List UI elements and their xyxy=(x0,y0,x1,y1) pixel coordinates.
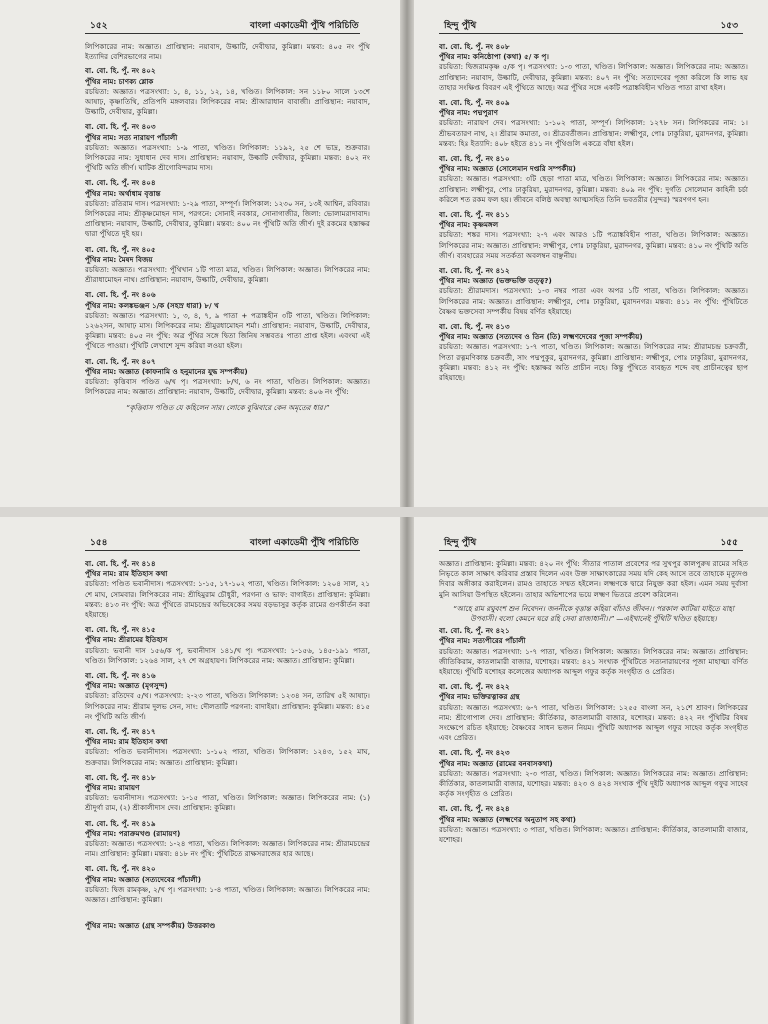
catalog-entry xyxy=(85,245,370,286)
entry-text: রচয়িতা: অজ্ঞাত। পত্রসংখ্যা: ৩টি ছেড়া পাতা মাত্র, খণ্ডিত। লিপিকাল: অজ্ঞাত। লিপিকরের নাম: অজ্ঞাত। প্রাপ্তিস্থান: লক্ষ্মীপুর, পোঃ ঢাকুরিয়া, মুরাদনগর, কুমিল্লা। মন্তব্য: ৪০৯ নং পুঁথি: দুর্গতি সোলেমান কাহিনী চর্চা করিলে শত রকম ফল হয়। জীবনে বলিষ্ঠ অবস্থা আত্মসহিত তিনি ভবতরীর (সুন্দর) স্মরণগণ হন। xyxy=(439,174,748,204)
entry-number: বা. বো. হি. পুঁ. নং ৪০৫ xyxy=(85,244,156,254)
entry-text: রচয়িতা: অজ্ঞাত। পত্রসংখ্যা: ১-৯ পাতা, খণ্ডিত। লিপিকাল: ১১৯২, ২৫ শে ভাদ্র, শুক্রবার। লিপিকরের নাম: সুধাধান দেব দাস। প্রাপ্তিস্থান: নয়াবাদ, উল্কাটি দেবীদ্বার, কুমিল্লা। মন্তব্য: ৪০২ নং পুঁথিটি অতি জীর্ণ। ঘাটিক শ্রীগোবিন্দরাম দাস। xyxy=(85,142,370,173)
entry-text: রচয়িতা: অজ্ঞাত। পত্রসংখ্যা: ৬-৭ পাতা, খণ্ডিত। লিপিকাল: ১২৫৫ বাংলা সন, ২১শে শ্রাবণ। লিপিকরের নাম: শ্রীগোপাল দেব। প্রাপ্তিস্থান: কীর্তিকার, কাতলামারী বাজার, যশোহর। মন্তব্য: ৪২২ নং পুঁথিটির বিষয় সংক্ষেপে রচিত হইয়াছে: বৈষ্ণবের সাধন ভজন নিয়ম। পুঁথিটি অধ্যাপক আব্দুল গফুর সাহেব কর্তৃক সংগৃহীত এবং প্রেরিত। xyxy=(439,702,748,743)
entry-list xyxy=(85,66,370,397)
entry-title: পুঁথির নাম: পদ্মপুরাণ xyxy=(439,108,498,118)
entry-number: বা. বো. হি. পুঁ. নং ৪০৬ xyxy=(85,290,156,300)
continued-text: লিপিকারের নাম: অজ্ঞাত। প্রাপ্তিস্থান: নয়াবাদ, উল্কাটি, দেবীদ্বার, কুমিল্লা। মন্তব্য: ৪০৫ নং পুঁথি ইত্যাদির বেশিরভাগের নাম। xyxy=(85,42,370,62)
catalog-entry xyxy=(439,804,748,845)
entry-title: পুঁথির নাম: শ্রীরামের ইতিহাস xyxy=(85,635,168,645)
running-title: বাংলা একাডেমী পুঁথি পরিচিতি xyxy=(250,538,359,548)
entry-title: পুঁথির নাম: ভক্তিরত্নাকর গ্রন্থ xyxy=(439,692,520,702)
entry-number: বা. বো. হি. পুঁ. নং ৪২৩ xyxy=(439,748,510,758)
entry-title: পুঁথির নাম: অজ্ঞাত (কাফনামি ও হনুমানের যুদ্ধ সম্পর্কীয়) xyxy=(85,366,248,376)
entry-title: পুঁথির নাম: রাম ইতিহাস কথা xyxy=(85,569,168,579)
entry-title: পুঁথির নাম: অর্থাধাম বৃত্তান্ত xyxy=(85,188,161,198)
entry-title: পুঁথির নাম: চাণক্য শ্লোক xyxy=(85,76,154,86)
page-body xyxy=(439,559,748,1016)
catalog-entry xyxy=(85,864,370,905)
catalog-entry xyxy=(439,322,748,383)
page-body xyxy=(85,559,370,1016)
entry-title: পুঁথির নাম: সত্য নারায়ণ পাঁচালী xyxy=(85,132,178,142)
catalog-entry xyxy=(439,210,748,261)
catalog-entry xyxy=(85,559,370,620)
catalog-entry xyxy=(85,178,370,239)
entry-text: রচয়িতা: কৃত্তিবাস পণ্ডিত ৬/খ পৃ। পত্রসংখ্যা: ৮/খ, ৬ নং পাতা, খণ্ডিত। লিপিকাল: অজ্ঞাত। লিপিকরের নাম: অজ্ঞাত। প্রাপ্তিস্থান: নয়াবাদ, উল্কাটি, দেবীদ্বার, কুমিল্লা। মন্তব্য: ৪০৬ নং পুঁথি: xyxy=(85,377,370,397)
entry-title: পুঁথির নাম: অজ্ঞাত (গ্রন্থ সম্পর্কীয়) উত্তরকাণ্ড xyxy=(85,920,216,930)
catalog-entry xyxy=(85,66,370,117)
entry-title: পুঁথির নাম: অজ্ঞাত (সত্যদেব ও তিন (তি) লক্ষ্মণদেবের পূজা সম্পর্কীয়) xyxy=(439,332,643,342)
page-153 xyxy=(414,0,768,507)
entry-number: বা. বো. হি. পুঁ. নং ৪০৯ xyxy=(439,98,510,108)
entry-text: রচয়িতা: ভবানী দাস ১৫৬/ক পৃ, ভবানীদাস ১৪১/খ পৃ। পত্রসংখ্যা: ১-১৫৬, ১৪৫-১৯১ পাতা, খণ্ডিত। লিপিকাল: ১২৬৪ সাল, ২৭ শে অগ্রহায়ণ। লিপিকরের নাম: অজ্ঞাত। প্রাপ্তিস্থান: কুমিল্লা। xyxy=(85,645,370,665)
catalog-entry xyxy=(85,773,370,814)
quoted-verse: “কৃত্তিবাস পণ্ডিত যে কহিলেন সার। লোকে বুঝিবারে কেন অমৃতের ধার।” xyxy=(125,402,330,412)
page-header xyxy=(0,535,400,549)
quoted-verse: “আহে রাম রঘুবংশ শুন নিবেদন। জননীকে বৃত্তান্ত কহিয়া বাঁচাও জীবন।। পরকাল কাটিয়া যাইতে যাহা উপবাসী। বলো কেমনে ঘরে রহি সেবা রাজাধানী।।” —এইখানেই পুঁথিটি খণ্ডিত হইয়াছে। xyxy=(452,603,735,624)
catalog-entry xyxy=(439,42,748,93)
entry-text: রচয়িতা: অজ্ঞাত। পত্রসংখ্যা: ১-৭ পাতা, খণ্ডিত। লিপিকাল: অজ্ঞাত। লিপিকরের নাম: শ্রীরামচন্দ্র চক্রবর্তী, পিতা রত্নমণিকান্ত চক্রবর্তী, সাং পদ্মপুকুর, মুরাদনগর, কুমিল্লা। প্রাপ্তিস্থান: লক্ষ্মীপুর, পোঃ ঢাকুরিয়া, মুরাদনগর, কুমিল্লা। মন্তব্য: ৪১২ নং পুঁথি: হস্তাক্ষর অতি প্রাচীন নহে। কিন্তু পুঁথিতে ব্যবহৃত শব্দে বহু প্রাচীনত্বের ছাপ রহিয়াছে। xyxy=(439,342,748,383)
entry-number: বা. বো. হি. পুঁ. নং ৪১১ xyxy=(439,210,510,220)
entry-number: বা. বো. হি. পুঁ. নং ৪১৫ xyxy=(85,625,156,635)
catalog-entry xyxy=(439,748,748,799)
entry-text: রচয়িতা: রতিরাম দাস। পত্রসংখ্যা: ১-২৯ পাতা, সম্পূর্ণ। লিপিকাল: ১২৩০ সন, ১৩ই আশ্বিন, রবিবার। লিপিকরের নাম: শ্রীকৃষ্ণমোহন দাস, পরগনে: সোনাই নবকার, সোনাগাজীর, জিলা: ভোলামরাদাবাদ। প্রাপ্তিস্থান: নয়াবাদ, উল্কাটি, দেবীদ্বার, কুমিল্লা। মন্তব্য: ৪০০ নং পুঁথিটি অতি জীর্ণ। দুই রকমের হস্তাক্ষর দ্বারা পুঁথিতে দুই হয়। xyxy=(85,198,370,239)
page-152 xyxy=(0,0,400,507)
entry-number: বা. বো. হি. পুঁ. নং ৪১০ xyxy=(439,154,510,164)
catalog-entry xyxy=(439,98,748,149)
entry-text: রচয়িতা: দ্বিজ রামকৃষ্ণ, ২/খ পৃ। পত্রসংখ্যা: ১-৪ পাতা, খণ্ডিত। লিপিকাল: অজ্ঞাত। লিপিকরের নাম: অজ্ঞাত। প্রাপ্তিস্থান: কুমিল্লা। xyxy=(85,884,370,905)
entry-title: পুঁথির নাম: অজ্ঞাত (ভক্তভক্তি তত্ত্ব?) xyxy=(439,276,552,286)
entry-title: পুঁথির নাম: মৈষদ বিজয় xyxy=(85,254,153,264)
entry-text: রচয়িতা: শঙ্কর দাস। পত্রসংখ্যা: ২-৭ এবং আরও ১টি পত্রাঙ্কবিহীন পাতা, খণ্ডিত। লিপিকাল: অজ্ঞাত। লিপিকরের নাম: অজ্ঞাত। প্রাপ্তিস্থান: লক্ষ্মীপুর, পোঃ ঢাকুরিয়া, মুরাদনগর, কুমিল্লা। মন্তব্য: ৪১০ নং পুঁথিটি অতি জীর্ণ। ব্যবহারের সময় সতর্কতা অবলম্বন বাঞ্ছনীয়। xyxy=(439,230,748,260)
catalog-entry xyxy=(85,625,370,666)
entry-title: পুঁথির নাম: অজ্ঞাত (মৃগসুন্দ) xyxy=(85,681,168,691)
entry-number: বা. বো. হি. পুঁ. নং ৪০৮ xyxy=(439,42,510,51)
entry-text: রচয়িতা: পণ্ডিত ভবানীদাস। পত্রসংখ্যা: ১-১৫, ১৭-১০২ পাতা, খণ্ডিত। লিপিকাল: ১২০৪ সাল, ২১ শে মাঘ, সোমবার। লিপিকরের নাম: শ্রীহিমুরাম চৌধুরী, পরগনা ও ভাফ: বাগাইত। প্রাপ্তিস্থান: কুমিল্লা। মন্তব্য: ৪১৩ নং পুঁথি: অত্র পুঁথিতে রামচন্দ্রের অভিষেকের সময় বড়ভাসুর কর্তৃক রামের গুণকীর্তন করা হইয়াছে। xyxy=(85,579,370,620)
entry-number: বা. বো. হি. পুঁ. নং ৪০৩ xyxy=(85,122,156,132)
catalog-entry xyxy=(85,819,370,860)
entry-title: পুঁথির নাম: সত্যপীরের পাঁচালী xyxy=(439,636,526,646)
entry-text: রচয়িতা: দ্বিজরামকৃষ্ণ ৫/ক পৃ। পত্রসংখ্যা: ১-৩ পাতা, খণ্ডিত। লিপিকাল: অজ্ঞাত। লিপিকরের নাম: অজ্ঞাত। প্রাপ্তিস্থান: নয়াবাদ, উল্কাটি, দেবীদ্বার, কুমিল্লা। মন্তব্য: ৪০৭ নং পুঁথি: সত্যদেবের পূজা করিলে কি লাভ হয় তাহার সংক্ষিপ্ত বিবরণ এই পুঁথিতে আছে। অত্র পুঁথির সঙ্গে একটি পত্রাঙ্কবিহীন খণ্ডিত পাতা রাখা হইল। xyxy=(439,62,748,92)
entry-title: পুঁথির নাম: অজ্ঞাত (লক্ষ্মণের অনুতাপ সহ কথা) xyxy=(439,814,576,824)
page-number: ১৫২ xyxy=(90,21,108,31)
catalog-entry xyxy=(439,682,748,743)
entry-number: বা. বো. হি. পুঁ. নং ৪২৪ xyxy=(439,804,510,814)
entry-title: পুঁথির নাম: রাম ইতিহাস কথা xyxy=(85,737,168,747)
page-header xyxy=(414,18,768,32)
page-header xyxy=(414,535,768,549)
entry-title: পুঁথির নাম: কৃষ্ণমঙ্গল xyxy=(439,220,499,230)
page-header xyxy=(0,18,400,32)
header-rule xyxy=(85,33,360,34)
entry-title: পুঁথির নাম: কলঙ্কভঞ্জন ১/ক (সহস্র ধারা) ৮/ খ xyxy=(85,300,219,310)
entry-number: বা. বো. হি. পুঁ. নং ৪১৩ xyxy=(439,322,510,332)
entry-text: রচয়িতা: অজ্ঞাত। পত্রসংখ্যা: ১-৭ পাতা, খণ্ডিত। লিপিকাল: অজ্ঞাত। লিপিকরের নাম: অজ্ঞাত। প্রাপ্তিস্থান: জীতিকিরাম, কাতলামারী বাজার, যশোহর। মন্তব্য: ৪২১ সংখ্যক পুঁথিটিতে সত্যনারায়ণের পূজা মাহাত্ম্য বর্ণিত হইয়াছে। পুঁথিটি যশোহর কলেজের অধ্যাপক আব্দুল গফুর কর্তৃক সংগৃহীত ও প্রেরিত। xyxy=(439,646,748,677)
entry-text: রচয়িতা: অজ্ঞাত। পত্রসংখ্যা: পুঁথিখান ১টি পাতা মাত্র, খণ্ডিত। লিপিকাল: অজ্ঞাত। লিপিকরের নাম: শ্রীরাধামোহন নাথ। প্রাপ্তিস্থান: নয়াবাদ, উল্কাটি, দেবীদ্বার, কুমিল্লা। xyxy=(85,265,370,285)
entry-list xyxy=(439,42,748,383)
page-155 xyxy=(414,517,768,1024)
entry-number: বা. বো. হি. পুঁ. নং ৪১৮ xyxy=(85,772,156,782)
catalog-entry xyxy=(439,266,748,317)
entry-title: পুঁথির নাম: রামায়ণ xyxy=(85,783,140,793)
page-number: ১৫৩ xyxy=(720,21,738,31)
catalog-entry xyxy=(85,910,370,930)
entry-number: বা. বো. হি. পুঁ. নং ৪১৪ xyxy=(85,559,156,568)
catalog-entry xyxy=(439,626,748,677)
catalog-entry xyxy=(85,357,370,398)
page-154 xyxy=(0,517,400,1024)
entry-text: রচয়িতা: পণ্ডিত ভবানীদাস। পত্রসংখ্যা: ১-১০২ পাতা, খণ্ডিত। লিপিকাল: ১২৪৩, ১৫২ মাঘ, শুক্রবার। লিপিকরের নাম: অজ্ঞাত। প্রাপ্তিস্থান: কুমিল্লা। xyxy=(85,747,370,767)
entry-text: রচয়িতা: অজ্ঞাত। পত্রসংখ্যা: ১, ৪, ১১, ১২, ১৪, খণ্ডিত। লিপিকাল: সন ১১৮০ সালে ১৩শে আষাঢ়, কৃষ্ণাতিথি, প্রতিপদি মঙ্গলবার। লিপিকরের নাম: শ্রীআরাধান বাবাজী। প্রাপ্তিস্থান: নয়াবাদ, উল্কাটি, দেবীদ্বার, কুমিল্লা। xyxy=(85,86,370,117)
entry-list xyxy=(85,559,370,931)
book-gutter xyxy=(400,0,414,507)
catalog-entry xyxy=(85,290,370,351)
catalog-entry xyxy=(439,154,748,205)
page-body xyxy=(439,42,748,499)
entry-number: বা. বো. হি. পুঁ. নং ৪০৪ xyxy=(85,178,156,188)
header-rule xyxy=(439,550,743,551)
book-gutter xyxy=(400,517,414,1024)
entry-number: বা. বো. হি. পুঁ. নং ৪২২ xyxy=(439,682,510,692)
entry-number: বা. বো. হি. পুঁ. নং ৪১৬ xyxy=(85,671,156,681)
entry-title: পুঁথির নাম: অজ্ঞাত (রামের বনবাসকথা) xyxy=(439,758,553,768)
entry-text: রচয়িতা: অজ্ঞাত। পত্রসংখ্যা: ১, ৩, ৪, ৭, ৯ পাতা + পত্রাঙ্কহীন ৩টি পাতা, খণ্ডিত। লিপিকাল: ১২৬২সন, আষাঢ় মাস। লিপিকরের নাম: শ্রীমুরধামোহন শর্মা। প্রাপ্তিস্থান: নয়াবাদ, উল্কাটি, দেবীদ্বার, কুমিল্লা। মন্তব্য: ৪০৫ নং পুঁথি: অত্র পুঁথির সঙ্গে দ্বিতা জিনিষ সম্ভবতঃ পাতা প্রাপ্ত হইল। এবংঘা এই পুঁথিতে পাওয়া। পুঁথিটি লেখাশে সুন্দ করিয়া লওয়া হইল। xyxy=(85,310,370,351)
page-body xyxy=(85,42,370,499)
entry-text: রচয়িতা: ভবানীদাস। পত্রসংখ্যা: ১-১৫ পাতা, খণ্ডিত। লিপিকাল: অজ্ঞাত। লিপিকরের নাম: (১) শ্রীদুর্গা রাম, (২) শ্রীকালীদাস দেব। প্রাপ্তিস্থান: কুমিল্লা। xyxy=(85,793,370,813)
entry-number: বা. বো. হি. পুঁ. নং ৪১৭ xyxy=(85,727,156,737)
catalog-entry xyxy=(85,727,370,768)
entry-number: বা. বো. হি. পুঁ. নং ৪১৯ xyxy=(85,818,156,828)
header-rule xyxy=(85,550,360,551)
entry-text: রচয়িতা: রতিদেব ৫/খ। পত্রসংখ্যা: ২-২৩ পাতা, খণ্ডিত। লিপিকাল: ১২৩৪ সন, তারিখ ৫ই আষাঢ়। লিপিকরের নাম: শ্রীরাম দুলভ সেন, সাং: দৌলতাটি পরগনা: বাদাইয়া। প্রাপ্তিস্থান: কুমিল্লা। মন্তব্য: ৪১৫ নং পুঁথিটি অতি জীর্ণ। xyxy=(85,691,370,721)
entry-number: বা. বো. হি. পুঁ. নং ৪০২ xyxy=(85,66,156,76)
entry-number: বা. বো. হি. পুঁ. নং ৪২১ xyxy=(439,626,510,636)
entry-list xyxy=(439,626,748,845)
entry-number: বা. বো. হি. পুঁ. নং ৪১২ xyxy=(439,266,510,276)
entry-title: পুঁথির নাম: অজ্ঞাত (সোলেমান দপ্তরি সম্পর্কীয়) xyxy=(439,164,576,174)
running-title: হিন্দু পুঁথি xyxy=(444,21,477,31)
entry-number: বা. বো. হি. পুঁ. নং ৪২০ xyxy=(85,864,156,874)
header-rule xyxy=(439,33,743,34)
page-number: ১৫৪ xyxy=(90,538,108,548)
running-title: বাংলা একাডেমী পুঁথি পরিচিতি xyxy=(250,21,359,31)
entry-title: পুঁথির নাম: কনিষ্ঠোপা (কথা) ৫/ ক পৃ। xyxy=(439,52,549,62)
entry-text: রচয়িতা: নারায়ণ দেব। পত্রসংখ্যা: ১-১০২ পাতা, সম্পূর্ণ। লিপিকাল: ১২৭৮ সন। লিপিকরের নাম: ১। শ্রীভবতারণ নাথ, ২। শ্রীরাম কমাতা, ৩। শ্রীত্রবর্তীজন। প্রাপ্তিস্থান: লক্ষ্মীপুর, পোঃ ঢাকুরিয়া, মুরাদনগর, কুমিল্লা। মন্তব্য: হিঃ ইত্যাদি: ৪০৮ হইতে ৪১১ নং পুঁথিগুলি একত্রে বাঁধা হইল। xyxy=(439,118,748,148)
entry-title: পুঁথির নাম: অজ্ঞাত (সত্যদেবের পাঁচালী) xyxy=(85,874,202,884)
entry-text: রচয়িতা: শ্রীরামদাস। পত্রসংখ্যা: ১-৩ নম্বর পাতা এবং অপর ১টি পাতা, খণ্ডিত। লিপিকাল: অজ্ঞাত। লিপিকরের নাম: অজ্ঞাত। প্রাপ্তিস্থান: লক্ষ্মীপুর, পোঃ ঢাকুরিয়া, মুরাদনগর। মন্তব্য: ৪১১ নং পুঁথি: পুঁথিটিতে বৈষ্ণব ভক্তসেবা সম্পর্কীয় বিষয় বর্ণিত হইয়াছে। xyxy=(439,286,748,316)
entry-text: রচয়িতা: অজ্ঞাত। পত্রসংখ্যা: ১-২৪ পাতা, খণ্ডিত। লিপিকাল: অজ্ঞাত। লিপিকরের নাম: শ্রীরামচন্দ্রের নাম। প্রাপ্তিস্থান: কুমিল্লা। মন্তব্য: ৪১৮ নং পুঁথি: পুঁথিটিতে রাক্ষসরাজের হার আছে। xyxy=(85,839,370,859)
page-number: ১৫৫ xyxy=(720,538,738,548)
entry-number: বা. বো. হি. পুঁ. নং ৪০৭ xyxy=(85,356,156,366)
entry-title: পুঁথির নাম: পরাক্রমখণ্ড (রামায়ণ) xyxy=(85,828,181,838)
running-title: হিন্দু পুঁথি xyxy=(444,538,477,548)
catalog-entry xyxy=(85,122,370,173)
catalog-entry xyxy=(85,671,370,722)
entry-text: রচয়িতা: অজ্ঞাত। পত্রসংখ্যা: ২-৩ পাতা, খণ্ডিত। লিপিকাল: অজ্ঞাত। লিপিকরের নাম: অজ্ঞাত। প্রাপ্তিস্থান: কীর্তিকার, কাতলামারী বাজার, যশোহর। মন্তব্য: ৪২৩ ও ৪২৪ সংখ্যক পুঁথি দুইটি অধ্যাপক আব্দুল গফুর সাহেব কর্তৃক সংগৃহীত ও প্রেরিত। xyxy=(439,768,748,799)
entry-text: রচয়িতা: অজ্ঞাত। পত্রসংখ্যা: ৩ পাতা, খণ্ডিত। লিপিকাল: অজ্ঞাত। প্রাপ্তিস্থান: কীর্তিকার, কাতলামারী বাজার, যশোহর। xyxy=(439,824,748,845)
top-spread xyxy=(0,0,768,507)
continued-text: অজ্ঞাত। প্রাপ্তিস্থান: কুমিল্লা। মন্তব্য: ৪২০ নং পুঁথি: সীতার পাতাল প্রবেশের পর সুখপুর কালপুরুষ রামের সহিত নিভৃতে কাল সাক্ষাৎ করিবার প্রস্তাব দিলেন এবং উক্ত সাক্ষাৎকারের সময় যদি কেহ আসে তবে তাহাকে মৃত্যুদণ্ড দিবার অঙ্গীকার করাইলেন। রামও তাহাতে সম্মত হইলেন। লক্ষ্মণকে দ্বারে নিযুক্ত করা হইল। এমন সময় দুর্বাসা মুনি আসিয়া উপস্থিত হইলেন। তাহার অভিশাপের ভয়ে লক্ষ্মণ ভিতরে প্রবেশ করিলেন। xyxy=(439,559,748,599)
bottom-spread xyxy=(0,517,768,1024)
